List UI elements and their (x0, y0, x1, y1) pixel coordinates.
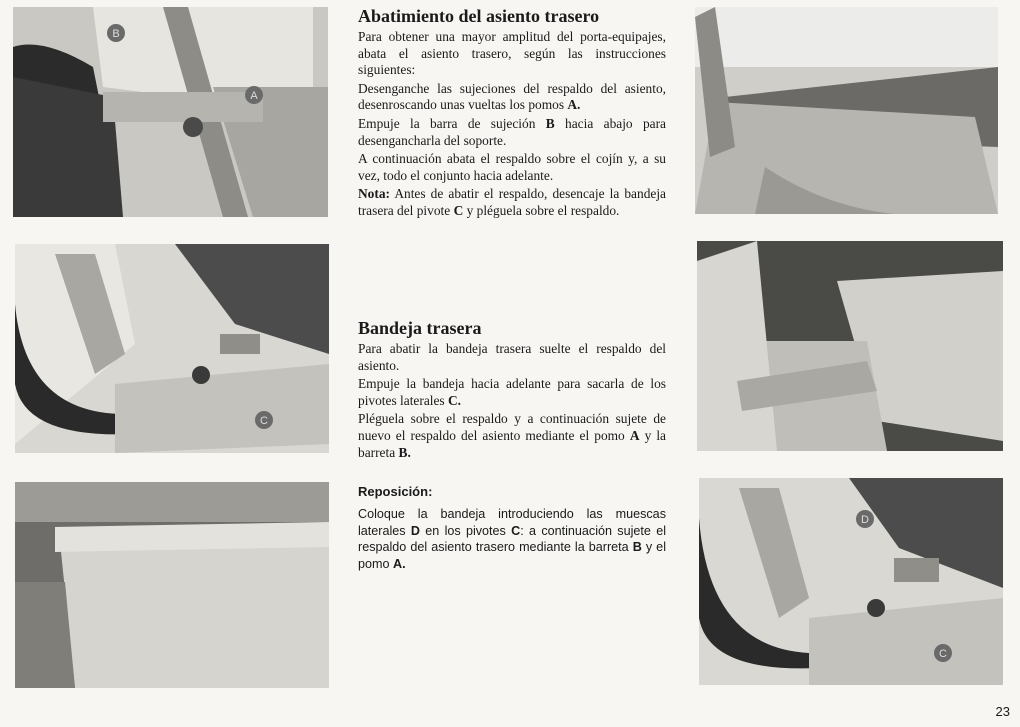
section-rear-shelf (358, 317, 666, 463)
section-subtitle-replacement: Reposición: (358, 484, 433, 499)
section-title-seat: Abatimiento del asiento trasero (358, 6, 600, 26)
photo-shelf-rear (697, 241, 1003, 451)
section-seat-folding (358, 5, 666, 222)
paragraph: Pléguela sobre el respaldo y a continuación sujete de nuevo el respaldo del asiento mediante el pomo A y la barreta B. (358, 411, 666, 460)
paragraph: Coloque la bandeja introduciendo las muescas laterales D en los pivotes C: a continuación sujete el respaldo del asiento trasero mediante la barreta B y el pomo A. (358, 507, 666, 571)
paragraph: Desenganche las sujeciones del respaldo del asiento, desenroscando unas vueltas los pomos A. (358, 80, 666, 113)
paragraph: Empuje la barra de sujeción B hacia abajo para desengancharla del soporte. (358, 115, 666, 148)
paragraph-note: Nota: Antes de abatir el respaldo, desencaje la bandeja trasera del pivote C y pléguela sobre el respaldo. (358, 186, 666, 218)
paragraph: Empuje la bandeja hacia adelante para sacarla de los pivotes laterales C. (358, 376, 666, 408)
section-title-shelf: Bandeja trasera (358, 318, 482, 338)
photo-shelf-pivot (15, 244, 329, 453)
label-a: A (250, 90, 258, 102)
label-c: C (260, 415, 268, 427)
paragraph: Para obtener una mayor amplitud del porta-equipajes, abata el asiento trasero, según las instrucciones siguientes: (358, 29, 666, 78)
section-replacement (358, 484, 666, 574)
photo-shelf-folded (15, 482, 329, 688)
paragraph: A continuación abata el respaldo sobre el cojín y, a su vez, todo el conjunto hacia adelante. (358, 151, 666, 183)
paragraph: Para abatir la bandeja trasera suelte el respaldo del asiento. (358, 341, 666, 373)
label-b: B (112, 28, 120, 40)
photo-trunk-shelf (695, 7, 998, 214)
page-number: 23 (995, 704, 1010, 719)
photo-shelf-notch (699, 478, 1003, 685)
label-d: D (861, 514, 869, 526)
photo-seat-latch (13, 7, 328, 217)
label-c-2: C (939, 648, 947, 660)
